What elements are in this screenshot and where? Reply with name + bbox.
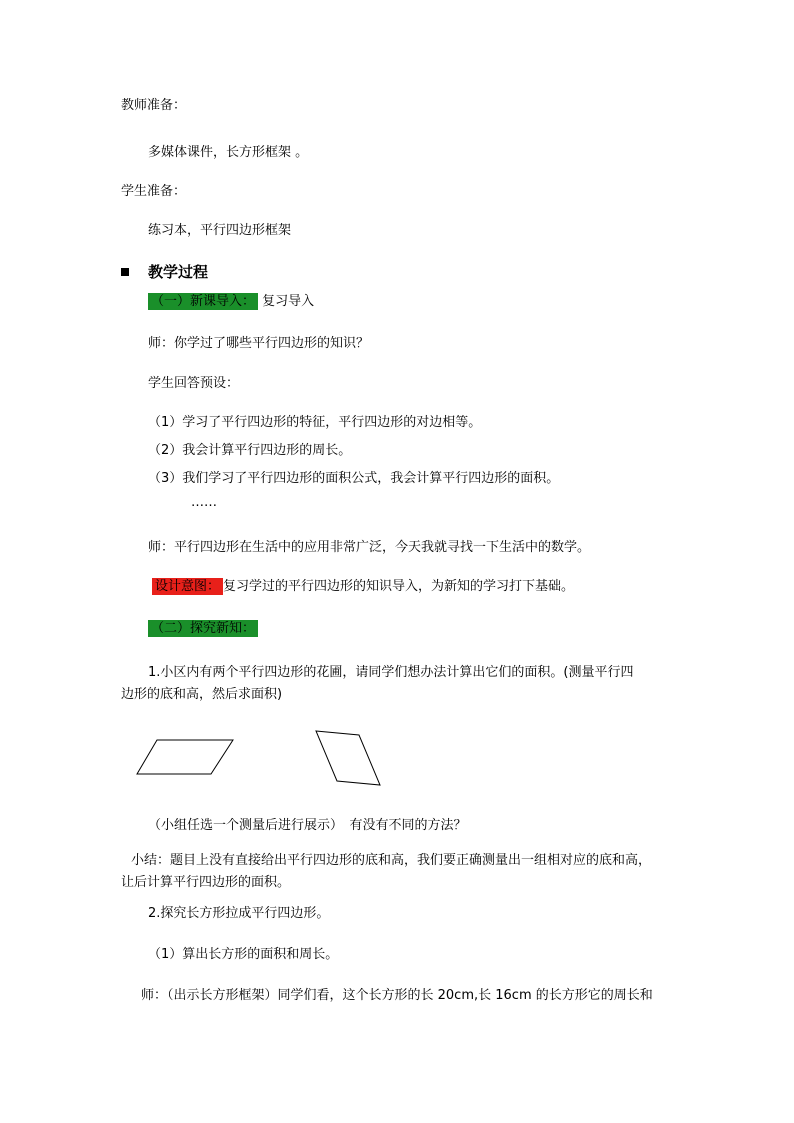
item2: 2.探究长方形拉成平行四边形。 bbox=[148, 906, 330, 921]
teacher-prep-content: 多媒体课件，长方形框架 。 bbox=[148, 145, 309, 160]
design-text: 复习学过的平行四边形的知识导入，为新知的学习打下基础。 bbox=[223, 579, 575, 594]
intro-tag: （一）新课导入： bbox=[148, 293, 258, 310]
intro-teacher-line: 师：平行四边形在生活中的应用非常广泛，今天我就寻找一下生活中的数学。 bbox=[148, 540, 591, 555]
item1-line2: 边形的底和高，然后求面积) bbox=[121, 687, 283, 702]
item1-line1: 1.小区内有两个平行四边形的花圃，请同学们想办法计算出它们的面积。(测量平行四 bbox=[148, 665, 634, 680]
answers-ellipsis: …… bbox=[191, 495, 217, 510]
parallelogram-figure-1 bbox=[130, 735, 240, 780]
design-line bbox=[152, 578, 574, 596]
design-tag: 设计意图： bbox=[152, 578, 223, 595]
section-bullet-icon bbox=[121, 268, 129, 276]
explore-line bbox=[148, 620, 258, 638]
explore-teacher-line: 师：（出示长方形框架）同学们看，这个长方形的长 20cm,长 16cm 的长方形它的周长和 bbox=[141, 988, 653, 1003]
intro-line bbox=[148, 293, 314, 311]
group-note: （小组任选一个测量后进行展示） 有没有不同的方法？ bbox=[148, 818, 467, 833]
item2-sub1: （1）算出长方形的面积和周长。 bbox=[148, 947, 339, 962]
teacher-prep-label: 教师准备： bbox=[121, 98, 187, 113]
student-prep-content: 练习本，平行四边形框架 bbox=[148, 223, 292, 238]
answer-item: （3）我们学习了平行四边形的面积公式，我会计算平行四边形的面积。 bbox=[148, 471, 560, 486]
answer-item: （1）学习了平行四边形的特征，平行四边形的对边相等。 bbox=[148, 415, 482, 430]
summary-line1: 小结：题目上没有直接给出平行四边形的底和高，我们要正确测量出一组相对应的底和高， bbox=[131, 853, 652, 868]
answer-item: （2）我会计算平行四边形的周长。 bbox=[148, 443, 352, 458]
parallelogram-figure-2 bbox=[310, 725, 390, 790]
section-heading: 教学过程 bbox=[148, 263, 209, 281]
intro-question: 师：你学过了哪些平行四边形的知识？ bbox=[148, 336, 370, 351]
answers-label: 学生回答预设： bbox=[148, 376, 240, 391]
explore-tag: （二）探究新知： bbox=[148, 620, 258, 637]
intro-text: 复习导入 bbox=[262, 294, 315, 309]
summary-line2: 让后计算平行四边形的面积。 bbox=[121, 875, 291, 890]
student-prep-label: 学生准备： bbox=[121, 184, 187, 199]
